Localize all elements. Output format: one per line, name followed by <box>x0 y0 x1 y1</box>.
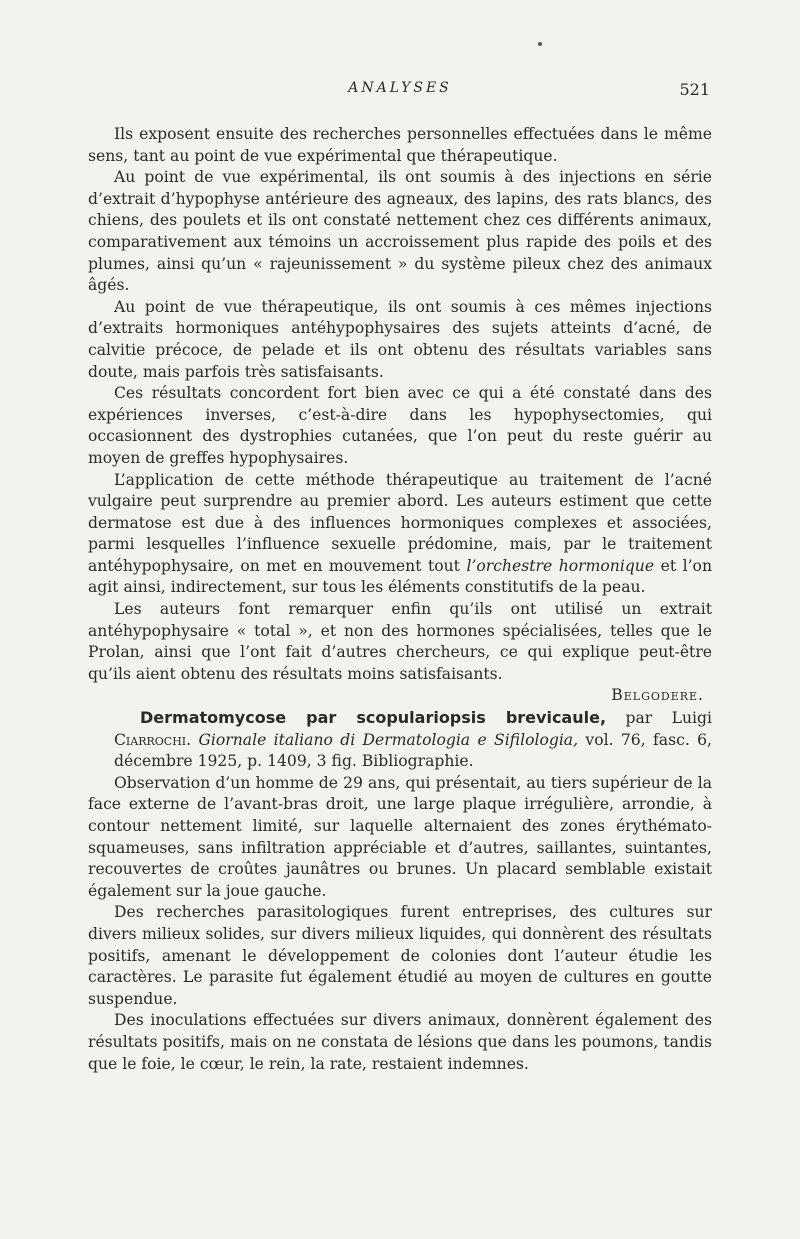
article-heading <box>88 707 712 773</box>
separator: . <box>186 730 199 749</box>
running-title: ANALYSES <box>348 80 452 96</box>
ink-speck <box>538 42 542 46</box>
paragraph: Au point de vue thérapeutique, ils ont soumis à ces mêmes injections d’extraits hormoniques antéhypophysaires des sujets atteints d’acné, de calvitie précoce, de pelade et ils ont obtenu des résultats variables sans doute, mais parfois très satisfaisants. <box>88 297 712 381</box>
paragraph: Ils exposent ensuite des recherches personnelles effectuées dans le même sens, tant au point de vue expérimental que thérapeutique. <box>88 125 712 165</box>
paragraph: Observation d’un homme de 29 ans, qui présentait, au tiers supérieur de la face externe de l’avant-bras droit, une large plaque irrégulière, arrondie, à contour nettement limité, sur laquelle alternaient des zones érythémato-squameuses, sans infiltration appréciable et d’autres, saillantes, suintantes, recouvertes de croûtes jaunâtres ou brunes. Un placard semblable existait également sur la joue gauche. <box>88 773 712 900</box>
body-text <box>88 124 712 1075</box>
paragraph-text: L’application de cette méthode thérapeutique au traitement de l’acné vulgaire peut surprendre au premier abord. Les auteurs estiment que cette dermatose est due à des influences hormoniques complexes et associées, parmi lesquelles l’influence sexuelle prédomine, mais, par le traitement antéhypophysaire, on met en mouvement tout <box>88 470 712 575</box>
paragraph: Les auteurs font remarquer enfin qu’ils ont utilisé un extrait antéhypophysaire « total », et non des hormones spécialisées, telles que le Prolan, ainsi que l’ont fait d’autres chercheurs, ce qui explique peut-être qu’ils aient obtenu des résultats moins satisfaisants. <box>88 600 712 683</box>
journal-name: Giornale italiano di Dermatologia e Sifilologia, <box>198 730 579 749</box>
article-title: Dermatomycose par scopulariopsis brevicaule, <box>140 708 607 728</box>
paragraph: Des recherches parasitologiques furent entreprises, des cultures sur divers milieux solides, sur divers milieux liquides, qui donnèrent des résultats positifs, amenant le développement de colonies dont l’auteur étudie les caractères. Le parasite fut également étudié au moyen de cultures en goutte suspendue. <box>88 903 712 1008</box>
paragraph <box>88 470 712 600</box>
byline: par Luigi <box>606 709 712 728</box>
italic-phrase: l’orchestre hormonique <box>466 556 655 575</box>
paragraph: Des inoculations effectuées sur divers animaux, donnèrent également des résultats positifs, mais on ne constata de lésions que dans les poumons, tandis que le foie, le cœur, le rein, la rate, restaient indemnes. <box>88 1011 712 1073</box>
author-name: Ciarrochi <box>114 730 187 749</box>
paragraph: Ces résultats concordent fort bien avec ce qui a été constaté dans des expériences inverses, c’est-à-dire dans les hypophysectomies, qui occasionnent des dystrophies cutanées, que l’on peut du reste guérir au moyen de greffes hypophysaires. <box>88 384 712 467</box>
citation: vol. 76, fasc. 6, décembre 1925, p. 1409, 3 fig. Bibliographie. <box>114 730 712 771</box>
running-head <box>90 78 710 102</box>
reviewer-signature: Belgodere. <box>611 686 704 705</box>
paragraph: Au point de vue expérimental, ils ont soumis à des injections en série d’extrait d’hypophyse antérieure des agneaux, des lapins, des rats blancs, des chiens, des poulets et ils ont constaté nettement chez ces différents animaux, comparativement aux témoins un accroissement plus rapide des poils et des plumes, ainsi qu’un « rajeunissement » du système pileux chez des animaux âgés. <box>88 168 712 295</box>
page-number: 521 <box>679 80 710 99</box>
paragraph-text: et l’on agit ainsi, indirectement, sur tous les éléments constitutifs de la peau. <box>88 556 712 597</box>
